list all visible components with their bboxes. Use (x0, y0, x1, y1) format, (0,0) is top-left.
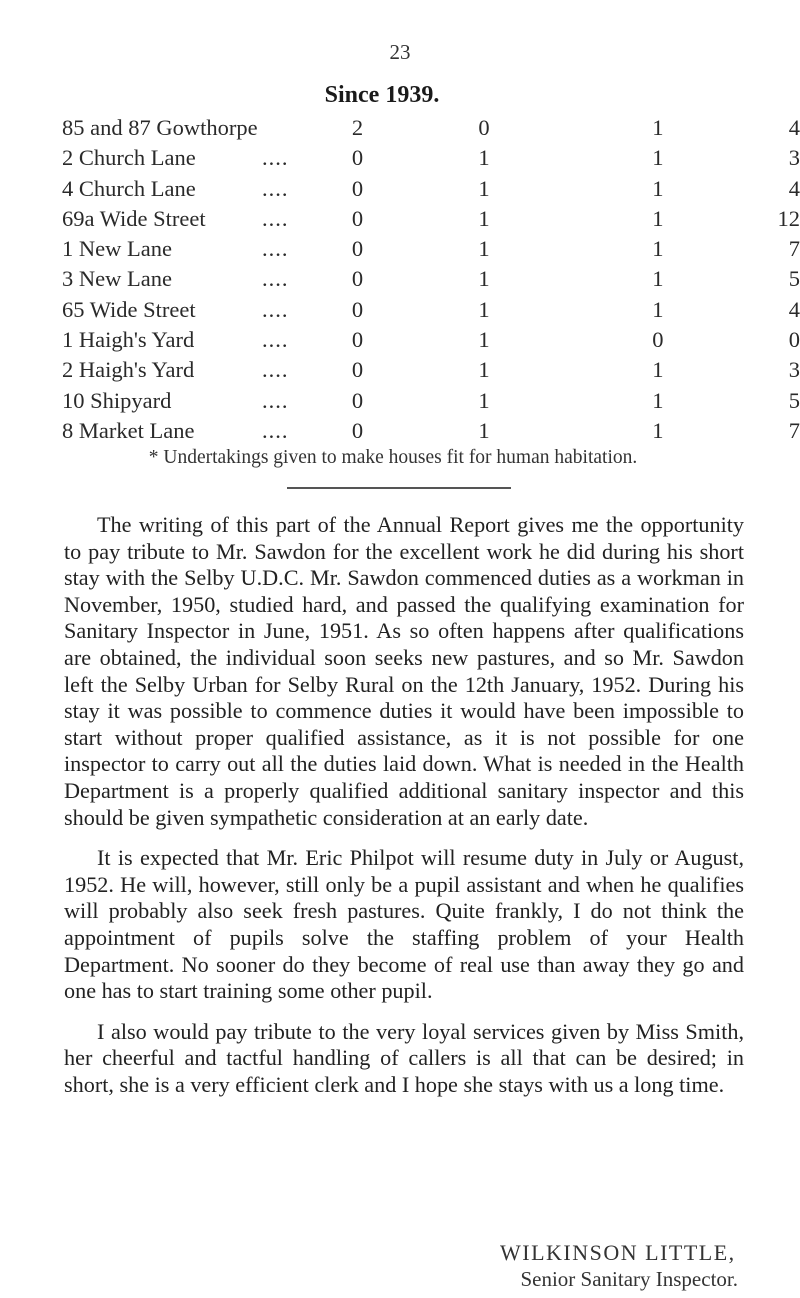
address-cell: 85 and 87 Gowthorpe (62, 115, 258, 140)
premises-table (62, 113, 800, 446)
address-cell: 1 New Lane (62, 236, 172, 262)
count-cell: 0 (351, 387, 364, 413)
address-cell: 2 Haigh's Yard (62, 357, 195, 383)
count-cell: 0 (351, 296, 364, 322)
report-body (64, 512, 744, 1112)
table-row (62, 174, 800, 204)
leader-dots: .... (261, 417, 289, 443)
leader-dots (262, 113, 320, 143)
count-cell: 7 (788, 417, 800, 443)
table-row (62, 204, 800, 234)
section-divider (287, 487, 511, 489)
count-cell: 1 (652, 417, 664, 443)
leader-dots: .... (261, 327, 289, 353)
count-cell: 0 (351, 266, 364, 292)
count-cell: 0 (788, 327, 800, 353)
table-row (62, 416, 800, 446)
count-cell: 1 (478, 357, 490, 383)
count-cell: 0 (351, 236, 364, 262)
table-row (62, 264, 800, 294)
address-cell: 3 New Lane (62, 266, 172, 292)
count-cell: 1 (652, 205, 664, 231)
leader-dots: .... (261, 387, 289, 413)
table-heading: Since 1939. (324, 82, 440, 108)
count-cell: 3 (788, 357, 800, 383)
page-number: 23 (389, 40, 411, 64)
table-row (62, 295, 800, 325)
count-cell: 1 (652, 115, 664, 140)
count-cell: 1 (478, 236, 490, 262)
count-cell: 0 (351, 327, 364, 353)
table-row (62, 234, 800, 264)
count-cell: 1 (652, 266, 664, 292)
leader-dots: .... (261, 205, 289, 231)
leader-dots: .... (261, 145, 289, 171)
leader-dots: .... (261, 236, 289, 262)
table-footnote: * Undertakings given to make houses fit for human habitation. (148, 447, 638, 468)
leader-dots: .... (261, 296, 289, 322)
table-row (62, 355, 800, 385)
count-cell: 7 (788, 236, 800, 262)
table-row (62, 143, 800, 173)
table-row (62, 325, 800, 355)
address-cell: 8 Market Lane (62, 417, 195, 443)
leader-dots: .... (261, 357, 289, 383)
count-cell: 0 (478, 115, 490, 140)
count-cell: 0 (351, 357, 364, 383)
count-cell: 5 (788, 266, 800, 292)
signature-title: Senior Sanitary Inspector. (520, 1267, 738, 1291)
count-cell: 1 (652, 387, 664, 413)
count-cell: 0 (652, 327, 664, 353)
count-cell: 1 (478, 387, 490, 413)
table-row (62, 386, 800, 416)
count-cell: 4 (788, 175, 800, 201)
count-cell: 4 (788, 296, 800, 322)
count-cell: 1 (478, 417, 490, 443)
count-cell: 0 (351, 175, 364, 201)
count-cell: 1 (478, 266, 490, 292)
address-cell: 2 Church Lane (62, 145, 196, 171)
count-cell: 1 (652, 236, 664, 262)
count-cell: 0 (351, 417, 364, 443)
count-cell: 12 (777, 205, 800, 231)
count-cell: 3 (788, 145, 800, 171)
count-cell: 5 (788, 387, 800, 413)
address-cell: 4 Church Lane (62, 175, 196, 201)
leader-dots: .... (261, 266, 289, 292)
paragraph: The writing of this part of the Annual Report gives me the opportunity to pay tribute to Mr. Sawdon for the excellent work he did during his short stay with the Selby U.D.C. Mr. Sawdon commenced duties as a workman in November, 1950, studied hard, and passed the qualifying examination for Sanitary Inspector in June, 1951. As so often happens after qualifications are obtained, the individual soon seeks new pastures, and so Mr. Sawdon left the Selby Urban for Selby Rural on the 12th January, 1952. During his stay it was possible to commence duties it would have been impossible to start without proper qualified assistance, as it is not possible for one inspector to carry out all the duties laid down. What is needed in the Health Department is a properly qualified additional sanitary inspector and this should be given sympathetic consideration at an early date. (64, 512, 744, 830)
count-cell: 4 (788, 115, 800, 140)
count-cell: 2 (351, 115, 364, 140)
signature-name: WILKINSON LITTLE, (500, 1240, 736, 1265)
table-row (62, 113, 800, 143)
paragraph: I also would pay tribute to the very loyal services given by Miss Smith, her cheerful and tactful handling of callers is all that can be desired; in short, she is a very efficient clerk and I hope she stays with us a long time. (64, 1018, 744, 1097)
count-cell: 1 (652, 296, 664, 322)
address-cell: 65 Wide Street (62, 296, 196, 322)
count-cell: 1 (478, 205, 490, 231)
count-cell: 1 (478, 145, 490, 171)
paragraph: It is expected that Mr. Eric Philpot will resume duty in July or August, 1952. He will, however, still only be a pupil assistant and when he qualifies will probably also seek fresh pastures. Quite frankly, I do not think the appointment of pupils solve the staffing problem of your Health Department. No sooner do they become of real use than away they go and one has to start training some other pupil. (64, 845, 744, 1004)
count-cell: 1 (478, 327, 490, 353)
count-cell: 1 (652, 145, 664, 171)
count-cell: 0 (351, 145, 364, 171)
count-cell: 1 (478, 175, 490, 201)
count-cell: 1 (652, 357, 664, 383)
count-cell: 0 (351, 205, 364, 231)
count-cell: 1 (478, 296, 490, 322)
count-cell: 1 (652, 175, 664, 201)
address-cell: 69a Wide Street (62, 205, 206, 231)
address-cell: 10 Shipyard (62, 387, 172, 413)
leader-dots: .... (261, 175, 289, 201)
address-cell: 1 Haigh's Yard (62, 327, 195, 353)
